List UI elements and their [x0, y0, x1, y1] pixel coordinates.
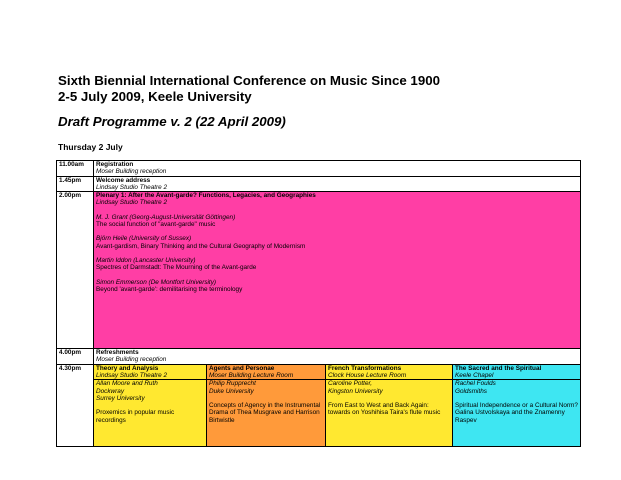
table-row — [57, 192, 581, 349]
plenary-cell — [94, 192, 581, 349]
speaker: Dockwray — [96, 387, 125, 395]
schedule-table — [56, 160, 581, 447]
speaker: Simon Emmerson (De Montfort University) — [96, 278, 217, 286]
affiliation: Goldsmiths — [455, 387, 487, 395]
table-row — [57, 176, 581, 192]
paper-title: Beyond 'avant-garde': demilitarising the terminology — [96, 285, 243, 293]
affiliation: Surrey University — [96, 394, 145, 402]
paper-title: Avant-gardism, Binary Thinking and the Cultural Geography of Modernism — [96, 242, 306, 250]
session-venue: Clock House Lecture Room — [328, 372, 407, 380]
paper-cell-sacred — [453, 380, 581, 447]
session-header-theory — [94, 364, 207, 380]
paper-title: Spiritual Independence or a Cultural Norm? Galina Ustvolskaya and the Znamenny Raspev — [455, 401, 578, 424]
paper-title: Proxemics in popular music recordings — [96, 409, 175, 424]
session-title: Refreshments — [96, 349, 139, 357]
session-header-agents — [207, 364, 326, 380]
speaker: Allan Moore and Ruth — [96, 380, 158, 388]
session-header-french — [326, 364, 453, 380]
session-title: The Sacred and the Spiritual — [455, 364, 542, 372]
session-venue: Moser Building Lecture Room — [209, 372, 294, 380]
speaker: M. J. Grant (Georg-August-Universität Göttingen) — [96, 213, 236, 221]
affiliation: Duke University — [209, 387, 254, 395]
affiliation: Kingston University — [328, 387, 383, 395]
table-row — [57, 380, 581, 447]
table-row — [57, 364, 581, 380]
session-venue: Moser Building reception — [96, 356, 167, 364]
session-venue: Lindsay Studio Theatre 2 — [96, 372, 168, 380]
programme-subtitle: Draft Programme v. 2 (22 April 2009) — [58, 114, 286, 129]
time-cell: 2.00pm — [57, 192, 94, 349]
speaker: Martin Iddon (Lancaster University) — [96, 256, 196, 264]
speaker: Philip Rupprecht — [209, 380, 256, 388]
time-cell: 4.00pm — [57, 349, 94, 365]
paper-title: Concepts of Agency in the Instrumental Drama of Thea Musgrave and Harrison Birtwistle — [209, 401, 321, 424]
conference-title: Sixth Biennial International Conference on Music Since 1900 — [58, 73, 441, 88]
paper-cell-french — [326, 380, 453, 447]
day-heading: Thursday 2 July — [58, 142, 123, 152]
session-venue: Moser Building reception — [96, 168, 167, 176]
speaker: Caroline Potter, — [328, 380, 373, 388]
paper-title: Spectres of Darmstadt: The Mourning of the Avant-garde — [96, 264, 257, 272]
time-cell: 11.00am — [57, 161, 94, 177]
session-title: Welcome address — [96, 176, 151, 184]
session-title: Registration — [96, 161, 134, 168]
registration-cell — [94, 161, 581, 177]
session-header-sacred — [453, 364, 581, 380]
session-title: Plenary 1: After the Avant-garde? Functions, Legacies, and Geographies — [96, 192, 316, 200]
session-venue: Lindsay Studio Theatre 2 — [96, 183, 168, 191]
session-title: French Transformations — [328, 364, 402, 372]
refreshments-cell — [94, 349, 581, 365]
paper-title: The social function of "avant-garde" music — [96, 221, 216, 229]
session-title: Agents and Personae — [209, 364, 275, 372]
session-venue: Keele Chapel — [455, 372, 494, 380]
paper-cell-theory — [94, 380, 207, 447]
conference-dates: 2-5 July 2009, Keele University — [58, 89, 252, 104]
time-cell: 4.30pm — [57, 364, 94, 447]
session-venue: Lindsay Studio Theatre 2 — [96, 199, 168, 207]
time-cell: 1.45pm — [57, 176, 94, 192]
paper-cell-agents — [207, 380, 326, 447]
speaker: Björn Heile (University of Sussex) — [96, 235, 192, 243]
paper-title: From East to West and Back Again: towards on Yoshihisa Taira's flute music — [328, 401, 441, 417]
welcome-cell — [94, 176, 581, 192]
session-title: Theory and Analysis — [96, 364, 159, 372]
speaker: Rachel Foulds — [455, 380, 496, 388]
table-row — [57, 349, 581, 365]
table-row — [57, 161, 581, 177]
